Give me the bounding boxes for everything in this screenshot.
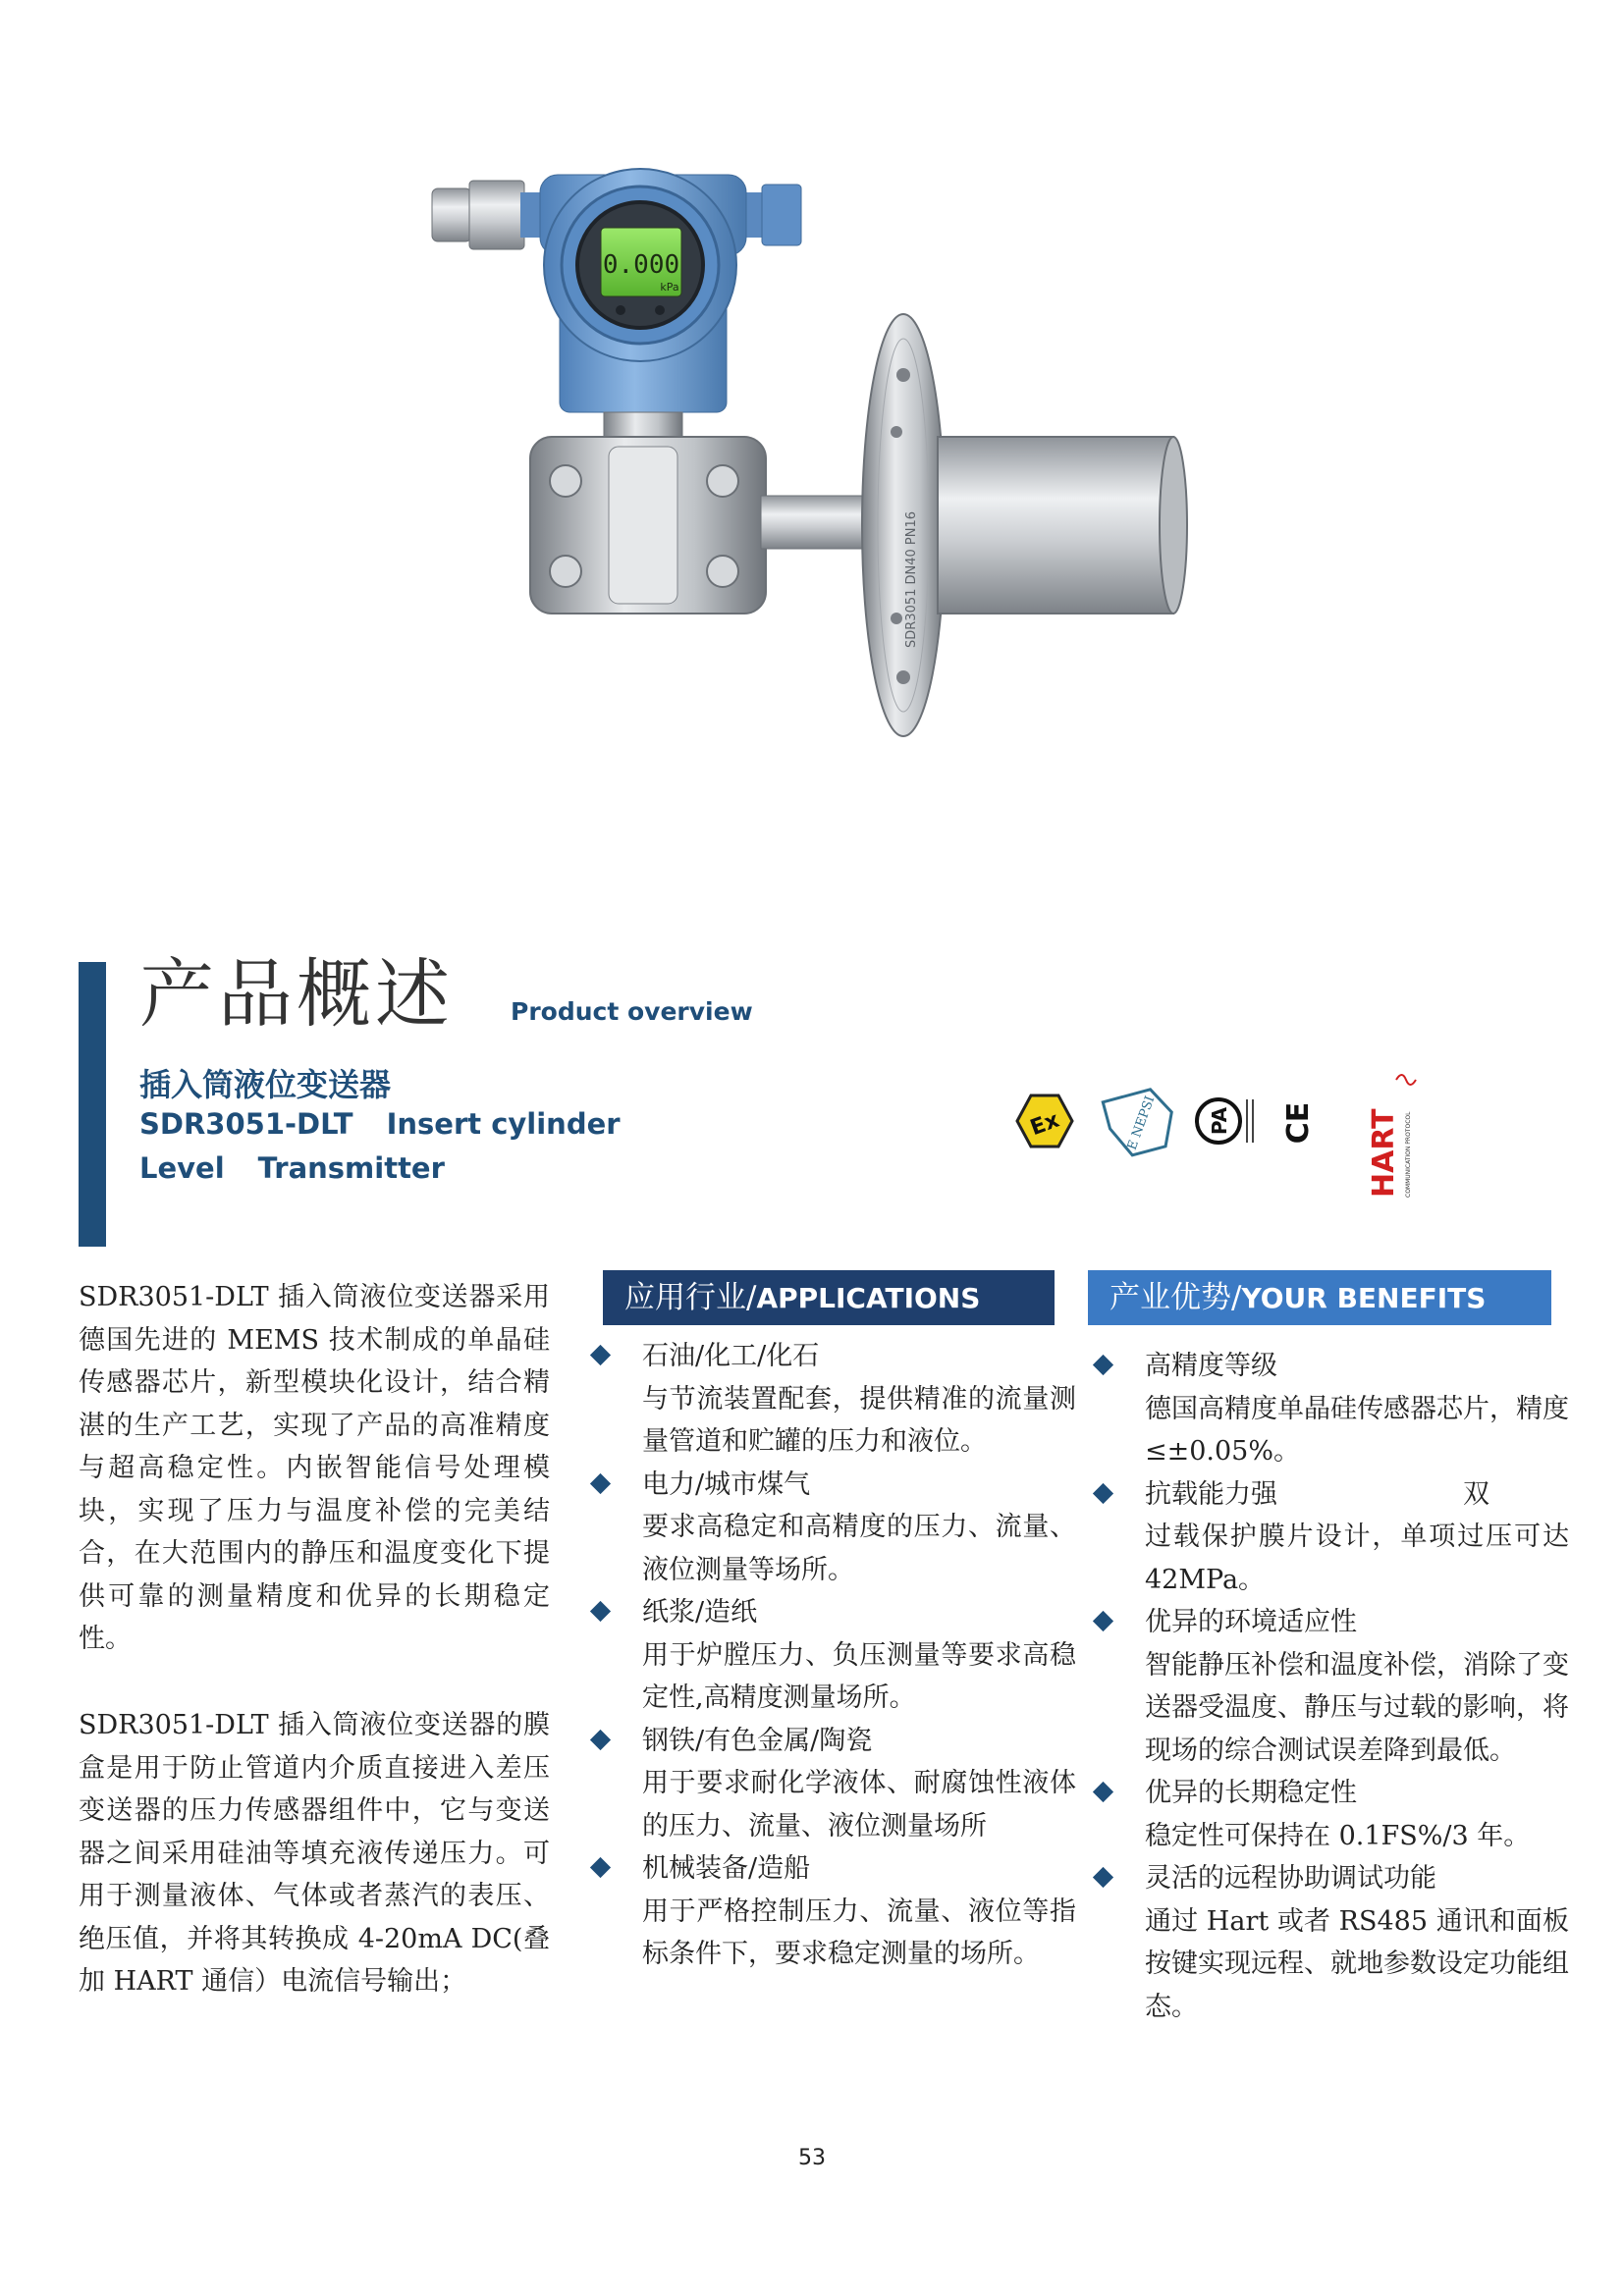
transmitter-housing xyxy=(540,169,746,412)
application-body: 用于炉膛压力、负压测量等要求高稳定性,高精度测量场所。 xyxy=(642,1639,1076,1713)
list-item xyxy=(585,1591,1076,1720)
benefits-header xyxy=(1088,1270,1551,1325)
insert-cylinder xyxy=(938,437,1187,614)
atex-ex-icon xyxy=(1017,1095,1072,1147)
svg-text:Ex: Ex xyxy=(1027,1107,1063,1142)
applications-list xyxy=(585,1335,1076,1976)
product-name-en-2b: Transmitter xyxy=(257,1151,445,1185)
benefits-header-cn: 产业优势/ xyxy=(1110,1280,1242,1315)
ce-icon xyxy=(1281,1102,1316,1145)
product-name-en-1: Insert cylinder xyxy=(386,1107,621,1141)
benefit-title: 优异的长期稳定性 xyxy=(1145,1778,1357,1808)
list-item xyxy=(1088,1772,1569,1857)
mounting-flange xyxy=(862,314,945,736)
benefit-body: 稳定性可保持在 0.1FS%/3 年。 xyxy=(1145,1820,1531,1851)
benefit-title: 灵活的远程协助调试功能 xyxy=(1145,1863,1436,1894)
list-item xyxy=(1088,1601,1569,1772)
application-title: 石油/化工/化石 xyxy=(642,1341,820,1371)
list-item xyxy=(1088,1473,1569,1602)
flange-marking: SDR3051 DN40 PN16 xyxy=(904,510,919,648)
application-title: 机械装备/造船 xyxy=(642,1853,811,1884)
product-name-cn: 插入筒液位变送器 xyxy=(139,1066,392,1103)
applications-header xyxy=(603,1270,1055,1325)
application-body: 要求高稳定和高精度的压力、流量、液位测量等场所。 xyxy=(642,1512,1076,1585)
application-body: 与节流装置配套，提供精准的流量测量管道和贮罐的压力和液位。 xyxy=(642,1383,1076,1457)
diamond-bullet-icon xyxy=(590,1601,611,1622)
svg-text:COMMUNICATION PROTOCOL: COMMUNICATION PROTOCOL xyxy=(1405,1111,1412,1198)
intro-paragraph-2: SDR3051-DLT 插入筒液位变送器的膜盒是用于防止管道内介质直接进入差压变送器的压力传感器组件中，它与变送器之间采用硅油等填充液传递压力。可用于测量液体、气体或者蒸汽的表压、绝压值，并将其转换成 4-20mA DC(叠加 HART 通信）电流信号输出； xyxy=(79,1710,550,1997)
svg-text:E NEPSI: E NEPSI xyxy=(1124,1094,1159,1152)
diamond-bullet-icon xyxy=(1093,1355,1113,1375)
pattern-approval-icon xyxy=(1197,1099,1253,1143)
diamond-bullet-icon xyxy=(590,1729,611,1749)
svg-text:PA: PA xyxy=(1208,1106,1231,1136)
cable-gland-left xyxy=(432,181,546,249)
benefit-title: 优异的环境适应性 xyxy=(1145,1607,1357,1637)
svg-text:HART: HART xyxy=(1367,1108,1401,1198)
diamond-bullet-icon xyxy=(1093,1482,1113,1503)
sensor-module xyxy=(530,437,766,614)
list-item xyxy=(1088,1857,1569,2028)
benefits-header-en: YOUR BENEFITS xyxy=(1241,1282,1487,1314)
certification-logos xyxy=(1011,1041,1434,1198)
application-title: 纸浆/造纸 xyxy=(642,1597,758,1628)
svg-text:CE: CE xyxy=(1281,1101,1316,1145)
nepsi-icon xyxy=(1103,1086,1179,1159)
diamond-bullet-icon xyxy=(1093,1867,1113,1888)
list-item xyxy=(585,1720,1076,1848)
section-title-cn: 产品概述 xyxy=(139,950,454,1038)
list-item xyxy=(585,1464,1076,1592)
product-model-line xyxy=(139,1107,621,1141)
application-body: 用于严格控制压力、流量、液位等指标条件下，要求稳定测量的场所。 xyxy=(642,1896,1076,1969)
benefits-list xyxy=(1088,1345,1569,2028)
benefit-body: 德国高精度单晶硅传感器芯片，精度≤±0.05%。 xyxy=(1145,1393,1569,1467)
diamond-bullet-icon xyxy=(590,1857,611,1878)
product-model: SDR3051-DLT xyxy=(139,1107,353,1141)
application-title: 电力/城市煤气 xyxy=(642,1468,811,1500)
list-item xyxy=(1088,1345,1569,1473)
section-title-en: Product overview xyxy=(511,997,753,1026)
benefit-title: 高精度等级 xyxy=(1145,1351,1277,1381)
diamond-bullet-icon xyxy=(590,1472,611,1493)
title-accent-bar xyxy=(79,962,106,1247)
applications-header-cn: 应用行业/ xyxy=(624,1280,757,1315)
applications-header-en: APPLICATIONS xyxy=(756,1282,981,1314)
product-name-en-2a: Level xyxy=(139,1151,225,1185)
page-number: 53 xyxy=(798,2146,826,2170)
application-body: 用于要求耐化学液体、耐腐蚀性液体的压力、流量、液位测量场所 xyxy=(642,1768,1076,1842)
diamond-bullet-icon xyxy=(1093,1782,1113,1802)
benefit-title: 抗载能力强 双 xyxy=(1145,1478,1489,1510)
diamond-bullet-icon xyxy=(590,1345,611,1365)
list-item xyxy=(585,1335,1076,1464)
list-item xyxy=(585,1847,1076,1976)
application-title: 钢铁/有色金属/陶瓷 xyxy=(642,1725,873,1756)
product-name-line-2 xyxy=(139,1151,445,1185)
benefit-body: 通过 Hart 或者 RS485 通讯和面板按键实现远程、就地参数设定功能组态。 xyxy=(1145,1905,1569,2022)
lcd-unit: kPa xyxy=(660,281,679,294)
diamond-bullet-icon xyxy=(1093,1611,1113,1631)
hart-icon xyxy=(1367,1075,1416,1198)
product-image xyxy=(412,167,1198,795)
benefit-body: 过载保护膜片设计，单项过压可达 42MPa。 xyxy=(1145,1522,1569,1595)
intro-paragraph-1: SDR3051-DLT 插入筒液位变送器采用德国先进的 MEMS 技术制成的单晶硅传感器芯片，新型模块化设计，结合精湛的生产工艺，实现了产品的高准精度与超高稳定性。内嵌智能信号处理模块，实现了压力与温度补偿的完美结合，在大范围内的静压和温度变化下提供可靠的测量精度和优异的长期稳定性。 xyxy=(79,1282,550,1654)
lcd-reading: 0.000 xyxy=(602,250,680,280)
benefit-body: 智能静压补偿和温度补偿，消除了变送器受温度、静压与过载的影响，将现场的综合测试误差降到最低。 xyxy=(1145,1649,1569,1766)
